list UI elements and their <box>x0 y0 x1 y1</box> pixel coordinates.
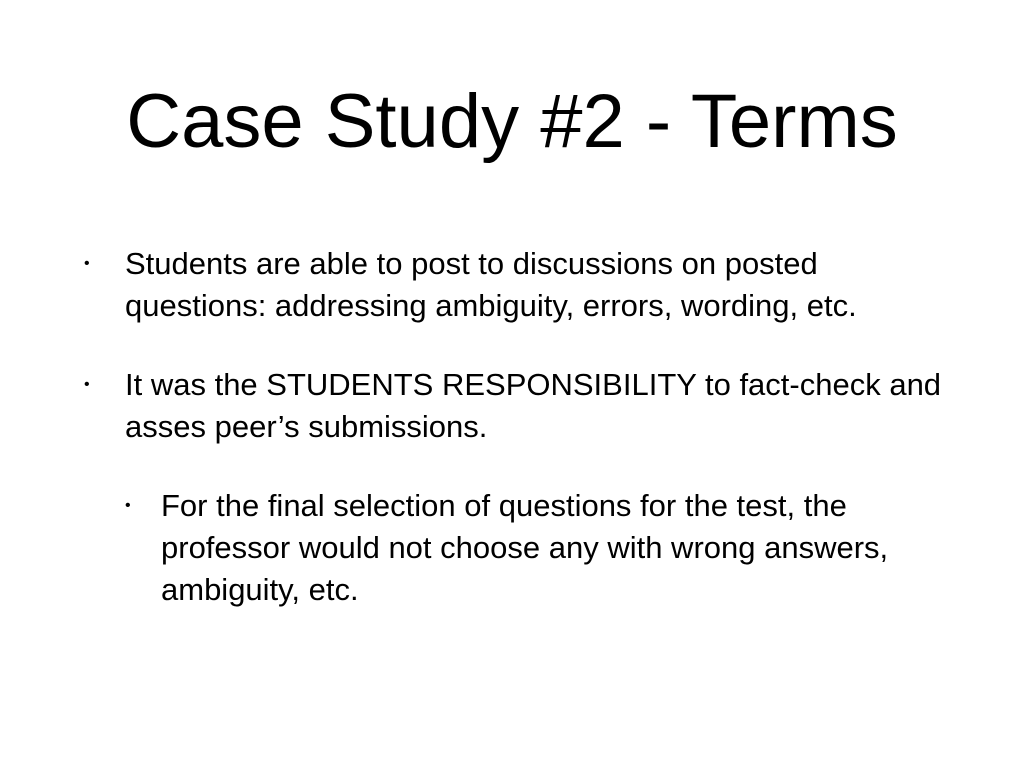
sub-bullet-item <box>125 485 964 611</box>
bullet-marker: • <box>84 376 90 393</box>
sub-bullet-marker: • <box>125 497 131 514</box>
slide-title: Case Study #2 - Terms <box>126 79 898 164</box>
bullet-list <box>84 243 964 611</box>
bullet-marker: • <box>84 255 90 272</box>
sub-bullet-text: For the final selection of questions for the test, the professor would not choose any with wrong answers, ambiguity, etc. <box>161 488 889 607</box>
bullet-item <box>84 243 964 327</box>
bullet-text: It was the STUDENTS RESPONSIBILITY to fact-check and asses peer’s submissions. <box>125 367 942 444</box>
sub-bullet-list <box>125 485 964 611</box>
bullet-item <box>84 364 964 611</box>
bullet-text: Students are able to post to discussions on posted questions: addressing ambiguity, errors, wording, etc. <box>125 246 857 323</box>
